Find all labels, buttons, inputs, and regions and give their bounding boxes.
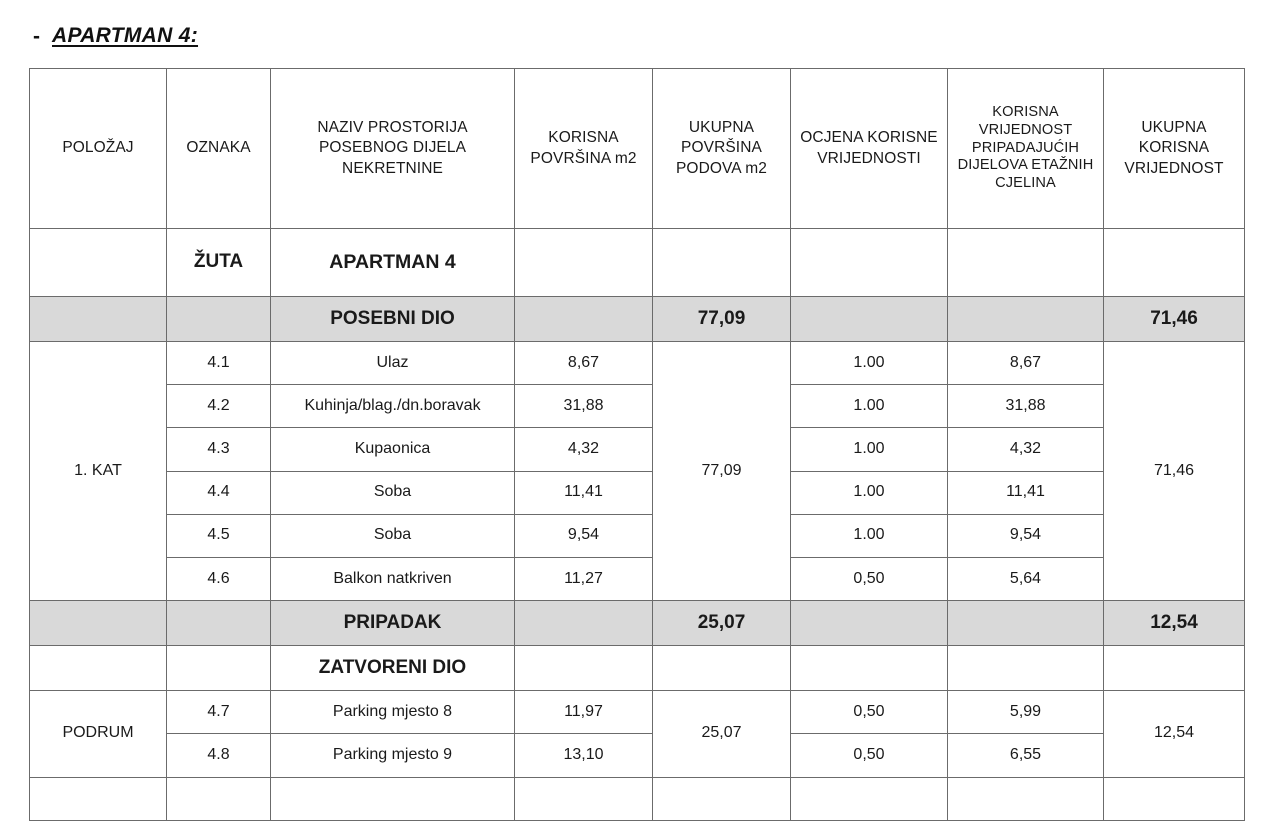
zatvoreni-dio-label: ZATVORENI DIO: [271, 646, 515, 691]
table-header-row: [30, 69, 1245, 229]
table-row: [30, 557, 1245, 600]
ukupna-povrsina-podova-kat: 77,09: [653, 342, 791, 601]
naziv-prostorije: Soba: [271, 471, 515, 514]
naziv-prostorije: Parking mjesto 8: [271, 691, 515, 734]
ukupna-korisna-vrijednost-podrum: 12,54: [1104, 691, 1245, 777]
naziv-prostorije: Ulaz: [271, 342, 515, 385]
column-header-ukupna-korisna-vrijednost: UKUPNA KORISNA VRIJEDNOST: [1104, 69, 1245, 229]
apartment-title-row: [30, 229, 1245, 297]
naziv-prostorije: Kupaonica: [271, 428, 515, 471]
posebni-dio-ukupna-povrsina: 77,09: [653, 297, 791, 342]
korisna-povrsina: 11,97: [515, 691, 653, 734]
ocjena-korisne-vrijednosti: 0,50: [791, 557, 948, 600]
zatvoreni-dio-korisna-vrijednost-pripadajucih: [948, 646, 1104, 691]
korisna-povrsina: 9,54: [515, 514, 653, 557]
column-header-ukupna-povrsina-podova: UKUPNA POVRŠINA PODOVA m2: [653, 69, 791, 229]
partial-korisna-povrsina: [515, 777, 653, 820]
oznaka: 4.7: [167, 691, 271, 734]
partial-ukupna-korisna-vrijednost: [1104, 777, 1245, 820]
ukupna-povrsina-podova-podrum: 25,07: [653, 691, 791, 777]
oznaka: 4.4: [167, 471, 271, 514]
polozaj-podrum: PODRUM: [30, 691, 167, 777]
posebni-dio-ocjena: [791, 297, 948, 342]
korisna-vrijednost: 9,54: [948, 514, 1104, 557]
partial-korisna-vrijednost: [948, 777, 1104, 820]
group-row-posebni-dio: [30, 297, 1245, 342]
oznaka: 4.2: [167, 385, 271, 428]
title-row-korisna-povrsina: [515, 229, 653, 297]
korisna-povrsina: 31,88: [515, 385, 653, 428]
ukupna-korisna-vrijednost-kat: 71,46: [1104, 342, 1245, 601]
page-heading: [0, 16, 1280, 56]
table-row: [30, 428, 1245, 471]
column-header-ocjena-korisne-vrijednosti: OCJENA KORISNE VRIJEDNOSTI: [791, 69, 948, 229]
column-header-korisna-vrijednost-pripadajucih: KORISNA VRIJEDNOST PRIPADAJUĆIH DIJELOVA ETAŽNIH CJELINA: [948, 69, 1104, 229]
pripadak-oznaka: [167, 601, 271, 646]
polozaj-1-kat: 1. KAT: [30, 342, 167, 601]
title-row-oznaka-zuta: ŽUTA: [167, 229, 271, 297]
title-row-apartment-name: APARTMAN 4: [271, 229, 515, 297]
table-row: [30, 342, 1245, 385]
korisna-povrsina: 13,10: [515, 734, 653, 777]
pripadak-korisna-vrijednost-pripadajucih: [948, 601, 1104, 646]
title-row-ukupna-povrsina: [653, 229, 791, 297]
oznaka: 4.3: [167, 428, 271, 471]
pripadak-label: PRIPADAK: [271, 601, 515, 646]
zatvoreni-dio-oznaka: [167, 646, 271, 691]
pripadak-ukupna-korisna-vrijednost: 12,54: [1104, 601, 1245, 646]
partial-ocjena: [791, 777, 948, 820]
column-header-naziv: NAZIV PROSTORIJA POSEBNOG DIJELA NEKRETNINE: [271, 69, 515, 229]
table-row: [30, 691, 1245, 734]
group-row-pripadak: [30, 601, 1245, 646]
naziv-prostorije: Kuhinja/blag./dn.boravak: [271, 385, 515, 428]
column-header-korisna-povrsina: KORISNA POVRŠINA m2: [515, 69, 653, 229]
pripadak-korisna-povrsina: [515, 601, 653, 646]
ocjena-korisne-vrijednosti: 0,50: [791, 734, 948, 777]
partial-ukupna-povrsina: [653, 777, 791, 820]
ocjena-korisne-vrijednosti: 1.00: [791, 471, 948, 514]
ocjena-korisne-vrijednosti: 1.00: [791, 428, 948, 471]
zatvoreni-dio-polozaj: [30, 646, 167, 691]
posebni-dio-label: POSEBNI DIO: [271, 297, 515, 342]
zatvoreni-dio-ukupna-korisna-vrijednost: [1104, 646, 1245, 691]
oznaka: 4.1: [167, 342, 271, 385]
korisna-vrijednost: 6,55: [948, 734, 1104, 777]
naziv-prostorije: Parking mjesto 9: [271, 734, 515, 777]
zatvoreni-dio-korisna-povrsina: [515, 646, 653, 691]
ocjena-korisne-vrijednosti: 1.00: [791, 385, 948, 428]
korisna-vrijednost: 8,67: [948, 342, 1104, 385]
oznaka: 4.6: [167, 557, 271, 600]
table-row: [30, 514, 1245, 557]
posebni-dio-korisna-vrijednost-pripadajucih: [948, 297, 1104, 342]
korisna-vrijednost: 31,88: [948, 385, 1104, 428]
ocjena-korisne-vrijednosti: 1.00: [791, 514, 948, 557]
korisna-povrsina: 11,27: [515, 557, 653, 600]
posebni-dio-korisna-povrsina: [515, 297, 653, 342]
etazni-elaborat-table-container: [29, 68, 1244, 821]
table-row: [30, 734, 1245, 777]
page-title: APARTMAN 4:: [52, 24, 199, 47]
korisna-povrsina: 11,41: [515, 471, 653, 514]
naziv-prostorije: Soba: [271, 514, 515, 557]
korisna-vrijednost: 5,99: [948, 691, 1104, 734]
title-row-ocjena: [791, 229, 948, 297]
ocjena-korisne-vrijednosti: 0,50: [791, 691, 948, 734]
partial-polozaj: [30, 777, 167, 820]
table-row-partial: [30, 777, 1245, 820]
korisna-vrijednost: 5,64: [948, 557, 1104, 600]
posebni-dio-ukupna-korisna-vrijednost: 71,46: [1104, 297, 1245, 342]
heading-bullet-dash: -: [33, 24, 40, 48]
pripadak-ocjena: [791, 601, 948, 646]
oznaka: 4.5: [167, 514, 271, 557]
title-row-korisna-vrijednost-pripadajucih: [948, 229, 1104, 297]
pripadak-ukupna-povrsina: 25,07: [653, 601, 791, 646]
naziv-prostorije: Balkon natkriven: [271, 557, 515, 600]
zatvoreni-dio-ukupna-povrsina: [653, 646, 791, 691]
korisna-vrijednost: 4,32: [948, 428, 1104, 471]
ocjena-korisne-vrijednosti: 1.00: [791, 342, 948, 385]
posebni-dio-polozaj: [30, 297, 167, 342]
oznaka: 4.8: [167, 734, 271, 777]
korisna-povrsina: 4,32: [515, 428, 653, 471]
table-row: [30, 471, 1245, 514]
apartment-area-table: [29, 68, 1245, 821]
title-row-ukupna-korisna-vrijednost: [1104, 229, 1245, 297]
pripadak-polozaj: [30, 601, 167, 646]
korisna-vrijednost: 11,41: [948, 471, 1104, 514]
zatvoreni-dio-ocjena: [791, 646, 948, 691]
partial-naziv: [271, 777, 515, 820]
posebni-dio-oznaka: [167, 297, 271, 342]
korisna-povrsina: 8,67: [515, 342, 653, 385]
column-header-polozaj: POLOŽAJ: [30, 69, 167, 229]
table-row: [30, 385, 1245, 428]
column-header-oznaka: OZNAKA: [167, 69, 271, 229]
title-row-polozaj: [30, 229, 167, 297]
partial-oznaka: [167, 777, 271, 820]
group-row-zatvoreni-dio: [30, 646, 1245, 691]
